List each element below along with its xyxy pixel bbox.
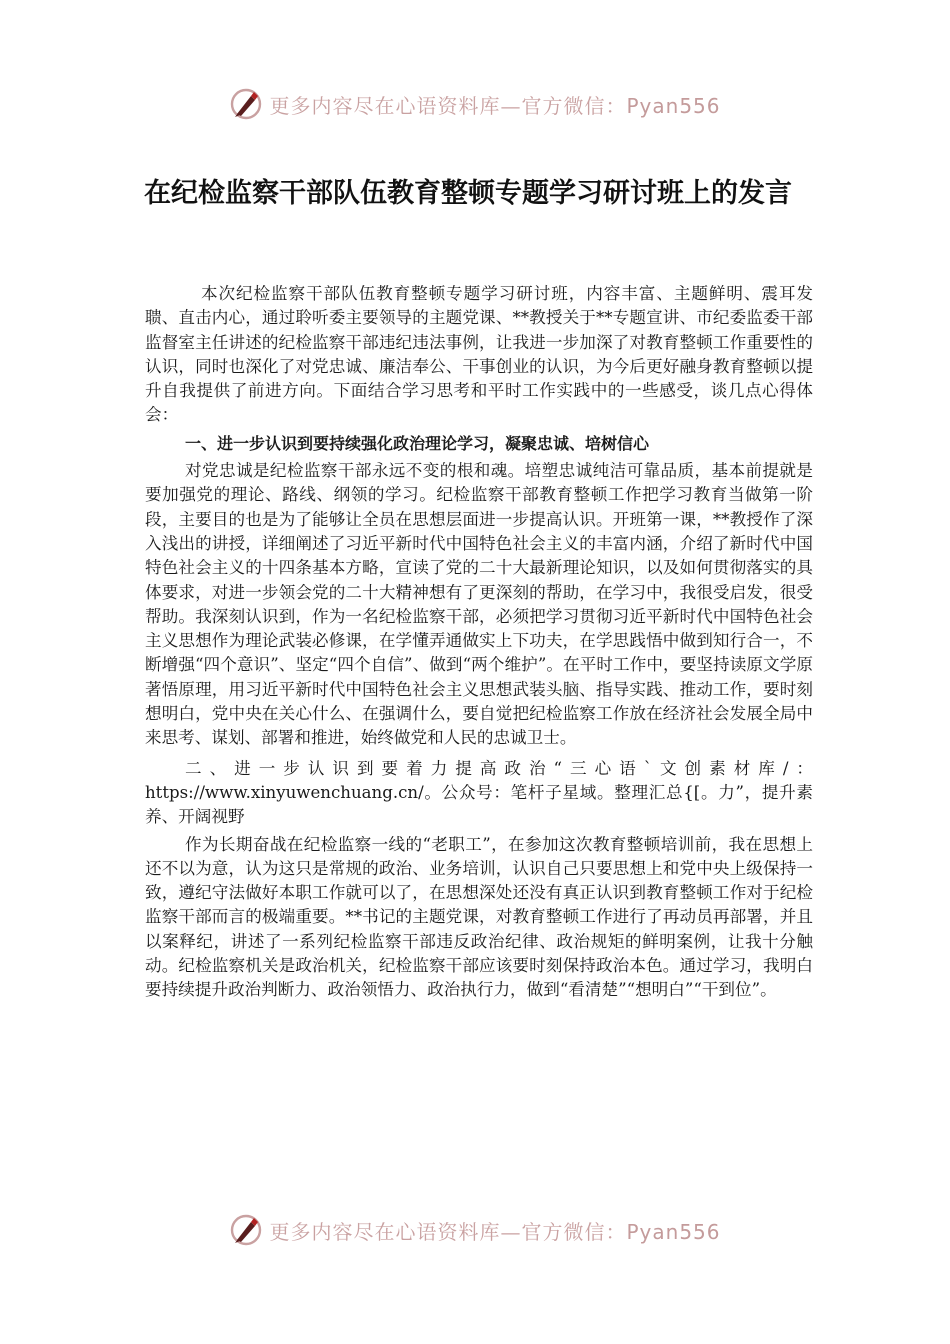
header-banner [0, 84, 950, 124]
document-body [145, 282, 813, 1003]
wechat-id: Pyan556 [626, 1219, 721, 1244]
body-paragraph-2: 作为长期奋战在纪检监察一线的“老职工”，在参加这次教育整顿培训前，我在思想上还不以为意，认为这只是常规的政治、业务培训，认识自己只要思想上和党中央上级保持一致，遵纪守法做好本职工作就可以了，在思想深处还没有真正认识到教育整顿工作对于纪检监察干部而言的极端重要。**书记的主题党课，对教育整顿工作进行了再动员再部署，并且以案释纪，讲述了一系列纪检监察干部违反政治纪律、政治规矩的鲜明案例，让我十分触动。纪检监察机关是政治机关，纪检监察干部应该要时刻保持政治本色。通过学习，我明白要持续提升政治判断力、政治领悟力、政治执行力，做到“看清楚”“想明白”“干到位”。 [145, 834, 813, 1000]
footer-banner [0, 1210, 950, 1250]
banner-text: 更多内容尽在心语资料库—官方微信：Pyan556 [269, 1219, 721, 1244]
pen-nib-logo-icon [229, 87, 263, 121]
intro-paragraph: 本次纪检监察干部队伍教育整顿专题学习研讨班，内容丰富、主题鲜明、震耳发聩、直击内心，通过聆听委主要领导的主题党课、**教授关于**专题宣讲、市纪委监委干部监督室主任讲述的纪检监察干部违纪违法事例，让我进一步加深了对教育整顿工作重要性的认识，同时也深化了对党忠诚、廉洁奉公、干事创业的认识，为今后更好融身教育整顿以提升自我提供了前进方向。下面结合学习思考和平时工作实践中的一些感受，谈几点心得体会： [145, 284, 813, 425]
section-heading-1: 一、进一步认识到要持续强化政治理论学习，凝聚忠诚、培树信心 [185, 433, 650, 453]
wechat-id: Pyan556 [626, 93, 721, 118]
pen-nib-logo-icon [229, 1213, 263, 1247]
banner-text: 更多内容尽在心语资料库—官方微信：Pyan556 [269, 93, 721, 118]
document-title: 在纪检监察干部队伍教育整顿专题学习研讨班上的发言 [144, 178, 792, 209]
section-heading-2: 二、进一步认识到要着力提高政治“三心语`文创素材库/：https://www.xinyuwenchuang.cn/。公众号：笔杆子星域。整理汇总{[。力”，提升素养、开阔视野 [145, 758, 813, 827]
body-paragraph-1: 对党忠诚是纪检监察干部永远不变的根和魂。培塑忠诚纯洁可靠品质，基本前提就是要加强党的理论、路线、纲领的学习。纪检监察干部教育整顿工作把学习教育当做第一阶段，主要目的也是为了能够让全员在思想层面进一步提高认识。开班第一课，**教授作了深入浅出的讲授，详细阐述了习近平新时代中国特色社会主义的丰富内涵，介绍了新时代中国特色社会主义的十四条基本方略，宣读了党的二十大最新理论知识，以及如何贯彻落实的具体要求，对进一步领会党的二十大精神想有了更深刻的帮助，在学习中，我很受启发，很受帮助。我深刻认识到，作为一名纪检监察干部，必须把学习贯彻习近平新时代中国特色社会主义思想作为理论武装必修课，在学懂弄通做实上下功夫，在学思践悟中做到知行合一，不断增强“四个意识”、坚定“四个自信”、做到“两个维护”。在平时工作中，要坚持读原文学原著悟原理，用习近平新时代中国特色社会主义思想武装头脑、指导实践、推动工作，要时刻想明白，党中央在关心什么、在强调什么，要自觉把纪检监察工作放在经济社会发展全局中来思考、谋划、部署和推进，始终做党和人民的忠诚卫士。 [145, 461, 813, 748]
